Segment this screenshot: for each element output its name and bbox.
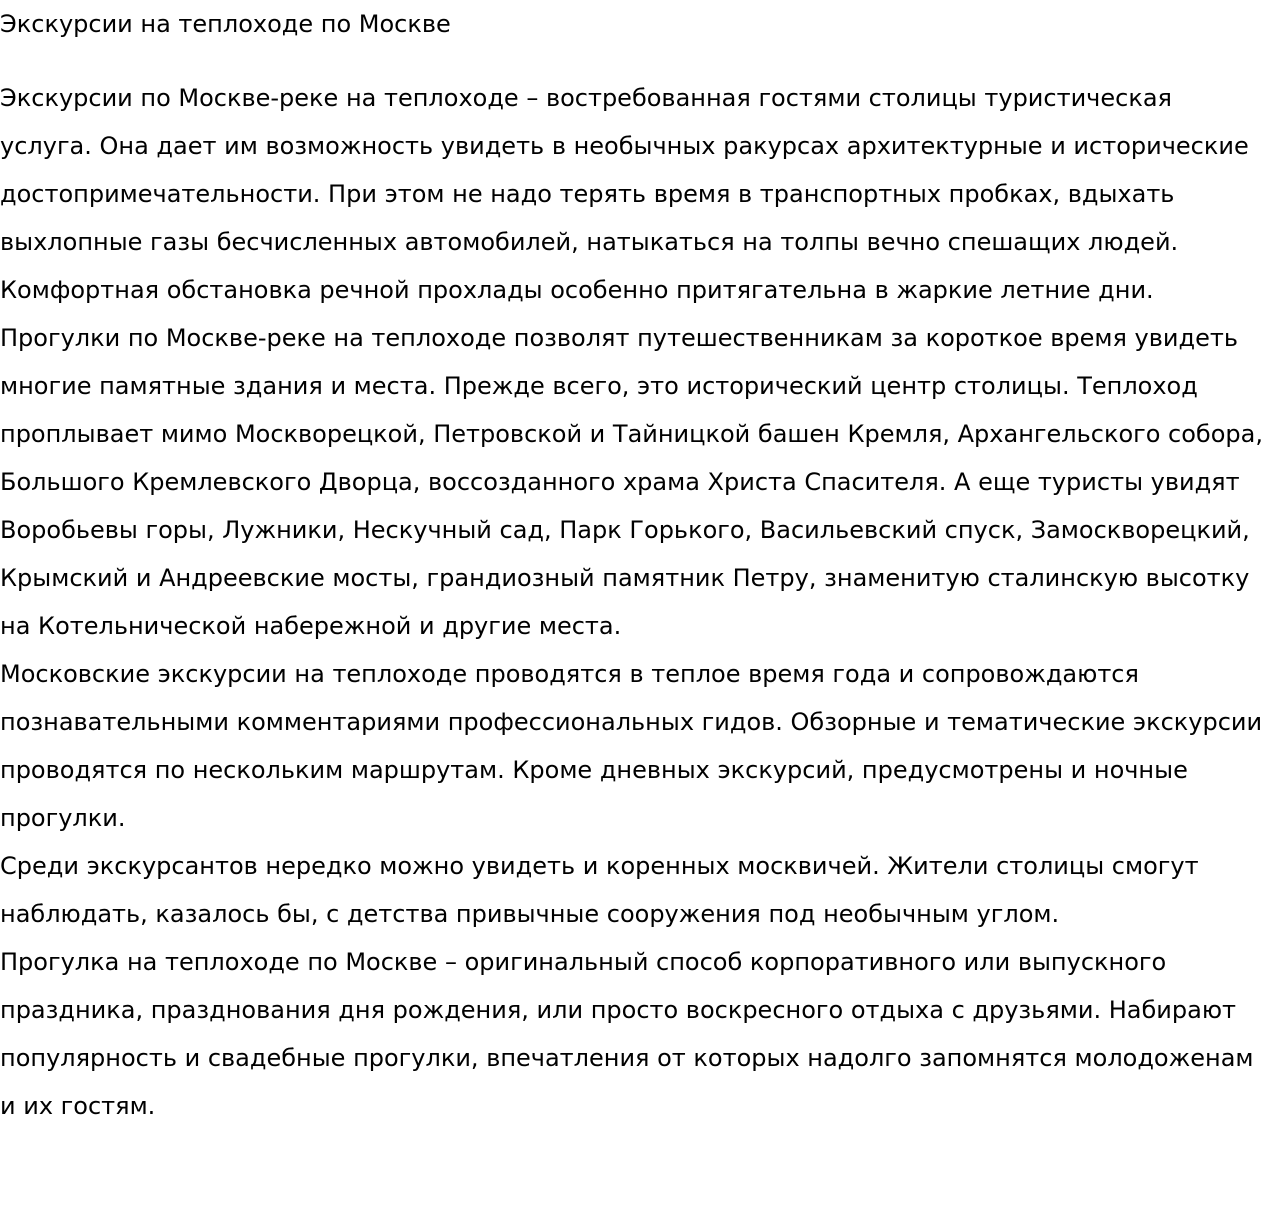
paragraph-locals: Среди экскурсантов нередко можно увидеть и коренных москвичей. Жители столицы смогут наблюдать, казалось бы, с детства привычные сооружения под необычным углом. [0,852,1199,928]
paragraph-events: Прогулка на теплоходе по Москве – оригинальный способ корпоративного или выпускного праздника, празднования дня рождения, или просто воскресного отдыха с друзьями. Набирают популярность и свадебные прогулки, впечатления от которых надолго запомнятся молодоженам и их гостям. [0,948,1254,1120]
title-spacer [0,50,1270,74]
paragraph-sights: Прогулки по Москве-реке на теплоходе позволят путешественникам за короткое время увидеть многие памятные здания и места. Прежде всего, это исторический центр столицы. Теплоход проплывает мимо Москворецкой, Петровской и Тайницкой башен Кремля, Архангельского собора, Большого Кремлевского Дворца, воссозданного храма Христа Спасителя. А еще туристы увидят Воробьевы горы, Лужники, Нескучный сад, Парк Горького, Васильевский спуск, Замоскворецкий, Крымский и Андреевские мосты, грандиозный памятник Петру, знаменитую сталинскую высотку на Котельнической набережной и другие места. [0,324,1263,640]
paragraph-schedule: Московские экскурсии на теплоходе проводятся в теплое время года и сопровождаются познавательными комментариями профессиональных гидов. Обзорные и тематические экскурсии проводятся по нескольким маршрутам. Кроме дневных экскурсий, предусмотрены и ночные прогулки. [0,660,1263,832]
paragraph-intro: Экскурсии по Москве-реке на теплоходе – востребованная гостями столицы туристическая услуга. Она дает им возможность увидеть в необычных ракурсах архитектурные и исторические достопримечательности. При этом не надо терять время в транспортных пробках, вдыхать выхлопные газы бесчисленных автомобилей, натыкаться на толпы вечно спешащих людей. Комфортная обстановка речной прохлады особенно притягательна в жаркие летние дни. [0,84,1249,304]
article-title: Экскурсии на теплоходе по Москве [0,10,451,38]
